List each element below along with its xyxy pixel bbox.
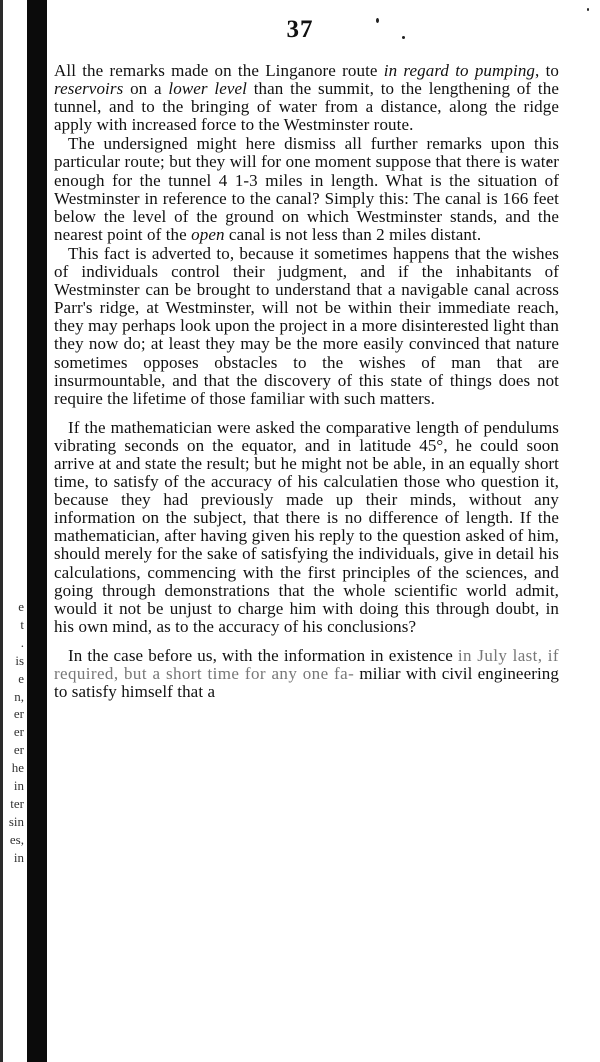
text-segment: In the case before us, with the information in existence: [68, 645, 458, 665]
italic-text-segment: reservoirs: [54, 79, 124, 99]
paragraph: [54, 419, 559, 636]
italic-text-segment: lower level: [168, 79, 247, 99]
text-segment: in July last, if required, but a short time for any one fa-: [54, 645, 559, 683]
page-body-text: [54, 62, 559, 701]
paragraph: [54, 135, 559, 244]
facing-page-fragment: is: [15, 652, 24, 668]
facing-page-fragment: in: [13, 849, 24, 865]
book-binding-shadow: [27, 0, 47, 1062]
facing-page-fragment: ter: [10, 795, 24, 811]
text-segment: , to: [535, 61, 559, 80]
italic-text-segment: open: [191, 224, 225, 244]
facing-page-fragment: sin: [8, 813, 24, 829]
text-segment: than the summit, to the lengthening of the tunnel, and to the bringing of water from a distance, along the ridge apply with increased force to the Westminster route.: [54, 79, 559, 135]
page-number: 37: [286, 16, 314, 43]
text-segment: canal is not less than 2 miles distant.: [224, 224, 482, 244]
facing-page-fragment: e: [18, 599, 24, 614]
paragraph: [54, 245, 559, 408]
facing-page-fragment: e: [18, 670, 24, 686]
facing-page-fragment: t: [20, 616, 24, 632]
facing-page-fragment: he: [11, 760, 24, 776]
text-segment: All the remarks made on the Linganore route: [54, 61, 384, 80]
facing-page-fragment: es,: [9, 831, 24, 847]
text-segment: The undersigned might here dismiss all further remarks upon this particular route; but they will for one moment suppose that there is water enough for the tunnel 4 1-3 miles in length. What is the situation of Westminster in reference to the canal? Simply this: The canal is 166 feet below the level of the ground on which Westminster stands, and the nearest point of the: [54, 134, 559, 244]
paragraph: [54, 62, 559, 134]
page-left-edge: [0, 0, 3, 1062]
text-segment: If the mathematician were asked the comparative length of pendulums vibrating seconds on the equator, and in latitude 45°, he could soon arrive at and state the result; but he might not be able, in an equally short time, to satisfy of the accuracy of his calculatien those who question it, because they had previously made up their minds, without any information on the subject, that there is no difference of length. If the mathematician, after having given his reply to the question asked of him, should merely for the sake of satisfying the individuals, give in detail his calculations, commencing with the first principles of the sciences, and going through demonstrations that the whole scientific world admit, would it not be unjust to charge him with doing this through doubt, in his own mind, as to the accuracy of his conclusions?: [54, 417, 559, 636]
facing-page-fragments: [2, 598, 24, 867]
text-segment: This fact is adverted to, because it sometimes happens that the wishes of individuals control their judgment, and if the inhabitants of Westminster can be brought to understand that a navigable canal across Parr's ridge, at Westminster, will not be within their immediate reach, they may perhaps look upon the project in a more disinterested light than they now do; at least they may be the more easily convinced that nature sometimes opposes obstacles to the wishes of man that are insurmountable, and that the discovery of this state of things does not require the lifetime of those familiar with such matters.: [54, 243, 559, 408]
facing-page-fragment: er: [13, 724, 24, 740]
italic-text-segment: in regard to pumping: [383, 61, 536, 80]
facing-page-fragment: .: [20, 634, 24, 650]
facing-page-fragment: in: [13, 778, 24, 794]
facing-page-fragment: n,: [14, 688, 24, 704]
facing-page-fragment: er: [13, 706, 24, 722]
paragraph: [54, 647, 559, 701]
text-segment: on a: [123, 79, 169, 99]
text-segment: miliar with civil engineering to satisfy himself that a: [54, 664, 560, 702]
facing-page-fragment: er: [13, 742, 24, 758]
